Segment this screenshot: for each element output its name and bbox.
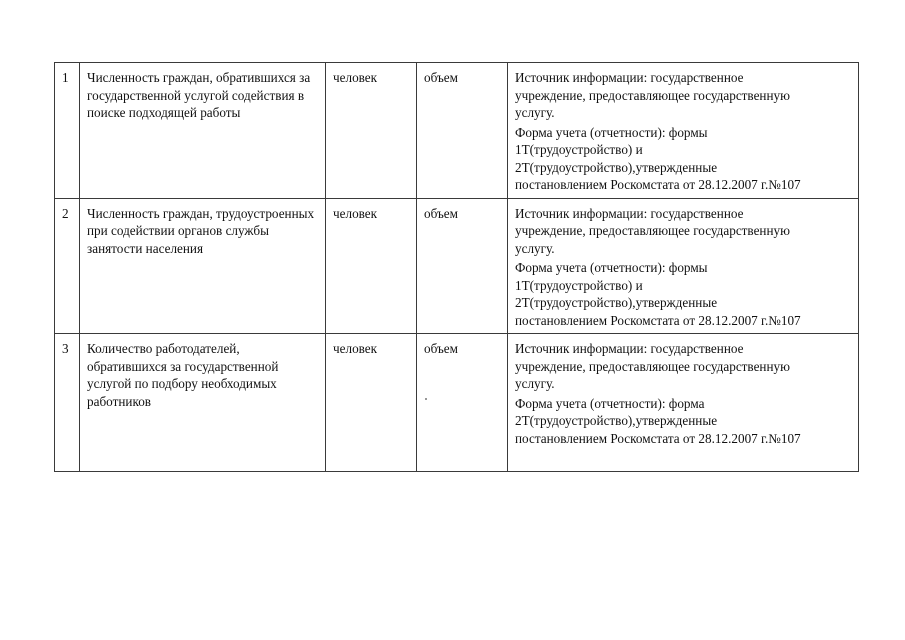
table-row xyxy=(55,198,859,334)
source-line: Источник информации: государственное xyxy=(515,205,744,221)
form-paragraph xyxy=(515,259,853,329)
source-line: услугу. xyxy=(515,240,555,256)
form-line: 1Т(трудоустройство) и xyxy=(515,277,643,293)
form-line: 2Т(трудоустройство),утвержденные xyxy=(515,159,718,175)
source-paragraph xyxy=(515,69,853,122)
source-line: учреждение, предоставляющее государственную xyxy=(515,87,790,103)
source-paragraph xyxy=(515,205,853,258)
source-line: услугу. xyxy=(515,105,555,120)
indicator-type: объем xyxy=(417,198,508,334)
form-line: Форма учета (отчетности): форма xyxy=(515,395,705,411)
source-line: учреждение, предоставляющее государственную xyxy=(515,223,790,238)
form-line: Форма учета (отчетности): формы xyxy=(515,124,708,140)
source-line: Источник информации: государственное xyxy=(515,341,744,356)
indicator-type: объем xyxy=(417,63,508,199)
row-number: 2 xyxy=(55,198,80,334)
indicator-name: Численность граждан, трудоустроенных при содействии органов службы занятости населения xyxy=(80,198,326,334)
source-line: учреждение, предоставляющее государственную xyxy=(515,358,790,374)
form-line: постановлением Роскомстата от 28.12.2007 г.№107 xyxy=(515,177,801,192)
indicator-name: Количество работодателей, обратившихся за государственной услугой по подбору необходимых работников xyxy=(80,334,326,472)
form-line: 1Т(трудоустройство) и xyxy=(515,142,643,157)
form-line: 2Т(трудоустройство),утвержденные xyxy=(515,413,718,428)
source-paragraph xyxy=(515,340,853,393)
indicator-name: Численность граждан, обратившихся за государственной услугой содействия в поиске подходящей работы xyxy=(80,63,326,199)
indicator-type: объем xyxy=(417,334,508,472)
unit-of-measure: человек xyxy=(326,334,417,472)
row-number: 1 xyxy=(55,63,80,199)
form-paragraph xyxy=(515,395,853,448)
unit-of-measure: человек xyxy=(326,63,417,199)
form-line: постановлением Роскомстата от 28.12.2007 г.№107 xyxy=(515,312,801,328)
row-number: 3 xyxy=(55,334,80,472)
scan-speck xyxy=(425,398,427,400)
information-source xyxy=(508,198,859,334)
form-line: постановлением Роскомстата от 28.12.2007 г.№107 xyxy=(515,430,801,446)
source-line: услугу. xyxy=(515,376,555,391)
indicators-table xyxy=(54,62,859,472)
form-line: 2Т(трудоустройство),утвержденные xyxy=(515,295,718,310)
information-source xyxy=(508,63,859,199)
information-source xyxy=(508,334,859,472)
source-line: Источник информации: государственное xyxy=(515,70,744,85)
form-paragraph xyxy=(515,124,853,194)
unit-of-measure: человек xyxy=(326,198,417,334)
table-row xyxy=(55,334,859,472)
table-row xyxy=(55,63,859,199)
form-line: Форма учета (отчетности): формы xyxy=(515,260,708,275)
